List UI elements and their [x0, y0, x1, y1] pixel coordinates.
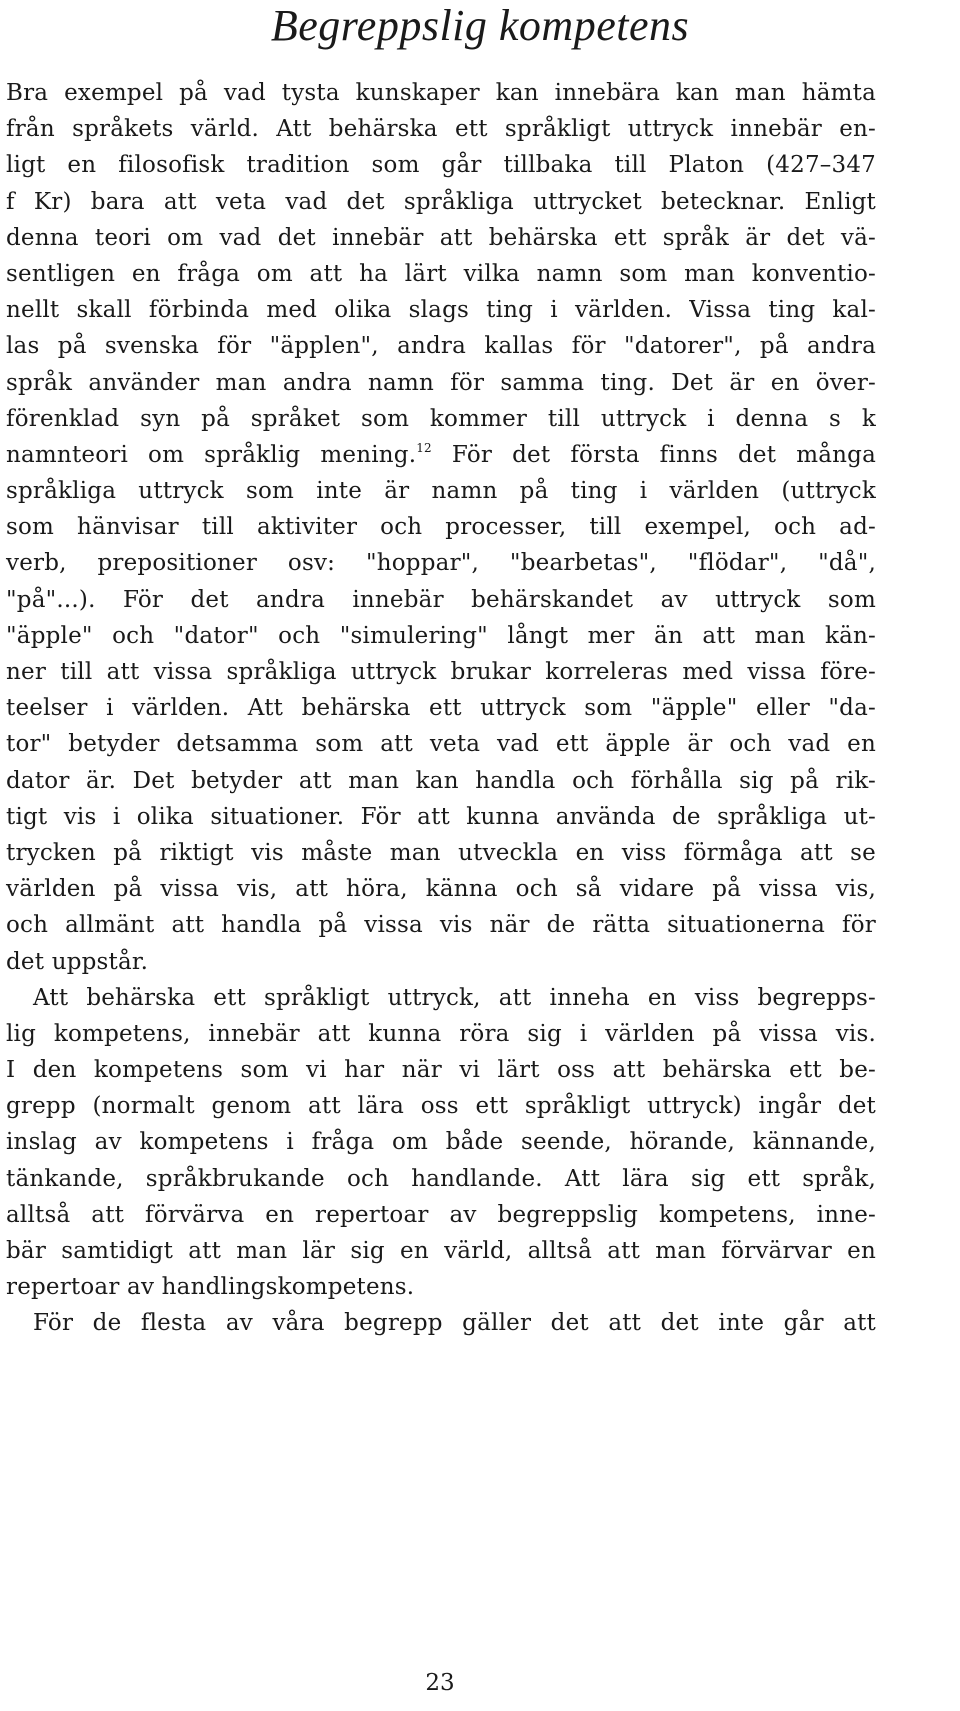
- text-line: ner till att vissa språkliga uttryck brukar korreleras med vissa före-: [6, 659, 876, 685]
- text-line: språk använder man andra namn för samma ting. Det är en över-: [6, 369, 876, 396]
- text-line: grepp (normalt genom att lära oss ett språkligt uttryck) ingår det: [6, 1093, 876, 1120]
- text-line: förenklad syn på språket som kommer till uttryck i denna s k: [6, 405, 876, 432]
- text-segment: namnteori om språklig mening.: [6, 441, 417, 468]
- text-line-with-footnote: [6, 437, 876, 473]
- text-line: världen på vissa vis, att höra, känna och så vidare på vissa vis,: [6, 876, 876, 903]
- text-line: lig kompetens, innebär att kunna röra sig i världen på vissa vis.: [6, 1020, 876, 1047]
- text-line: Att behärska ett språkligt uttryck, att inneha en viss begrepps-: [33, 984, 876, 1011]
- text-line: det uppstår.: [6, 948, 149, 975]
- text-line: repertoar av handlingskompetens.: [6, 1274, 415, 1301]
- text-line: För de flesta av våra begrepp gäller det att det inte går att: [33, 1310, 876, 1337]
- text-line: Bra exempel på vad tysta kunskaper kan innebära kan man hämta: [6, 80, 876, 106]
- text-line: bär samtidigt att man lär sig en värld, alltså att man förvärvar en: [6, 1238, 876, 1264]
- text-line: nellt skall förbinda med olika slags ting i världen. Vissa ting kal-: [6, 297, 876, 324]
- text-segment: För det första finns det många: [431, 441, 876, 468]
- text-line: språkliga uttryck som inte är namn på ting i världen (uttryck: [6, 478, 876, 505]
- text-line: dator är. Det betyder att man kan handla och förhålla sig på rik-: [6, 767, 876, 794]
- paragraph-1: [6, 75, 876, 980]
- paragraph-3: [6, 1305, 876, 1341]
- text-line: trycken på riktigt vis måste man utveckla en viss förmåga att se: [6, 839, 876, 866]
- text-line: I den kompetens som vi har när vi lärt oss att behärska ett be-: [6, 1057, 876, 1084]
- text-line: från språkets värld. Att behärska ett språkligt uttryck innebär en-: [6, 116, 876, 143]
- paragraph-2: [6, 980, 876, 1306]
- text-line: denna teori om vad det innebär att behärska ett språk är det vä-: [6, 224, 876, 251]
- text-line: f Kr) bara att veta vad det språkliga uttrycket betecknar. Enligt: [6, 188, 876, 215]
- text-line: tänkande, språkbrukande och handlande. Att lära sig ett språk,: [6, 1165, 876, 1192]
- text-line: verb, prepositioner osv: "hoppar", "bearbetas", "flödar", "då",: [6, 550, 876, 577]
- text-line: "äpple" och "dator" och "simulering" långt mer än att man kän-: [6, 622, 876, 649]
- footnote-reference: 12: [416, 440, 432, 455]
- body-text: [6, 75, 876, 1342]
- text-line: "på"...). För det andra innebär behärskandet av uttryck som: [6, 586, 876, 613]
- text-line: och allmänt att handla på vissa vis när de rätta situationerna för: [6, 912, 876, 939]
- text-line: teelser i världen. Att behärska ett uttryck som "äpple" eller "da-: [6, 695, 876, 722]
- chapter-title: Begreppslig kompetens: [270, 1, 690, 50]
- text-line: las på svenska för "äpplen", andra kallas för "datorer", på andra: [6, 333, 876, 360]
- text-line: inslag av kompetens i fråga om både seende, hörande, kännande,: [6, 1129, 876, 1156]
- text-line: sentligen en fråga om att ha lärt vilka namn som man konventio-: [6, 260, 876, 287]
- text-line: som hänvisar till aktiviter och processer, till exempel, och ad-: [6, 514, 876, 541]
- text-line: tigt vis i olika situationer. För att kunna använda de språkliga ut-: [6, 803, 876, 830]
- text-line: ligt en filosofisk tradition som går tillbaka till Platon (427–347: [6, 152, 876, 179]
- page-number: 23: [425, 1670, 455, 1696]
- text-line: alltså att förvärva en repertoar av begreppslig kompetens, inne-: [6, 1201, 876, 1228]
- text-line: tor" betyder detsamma som att veta vad ett äpple är och vad en: [6, 731, 876, 758]
